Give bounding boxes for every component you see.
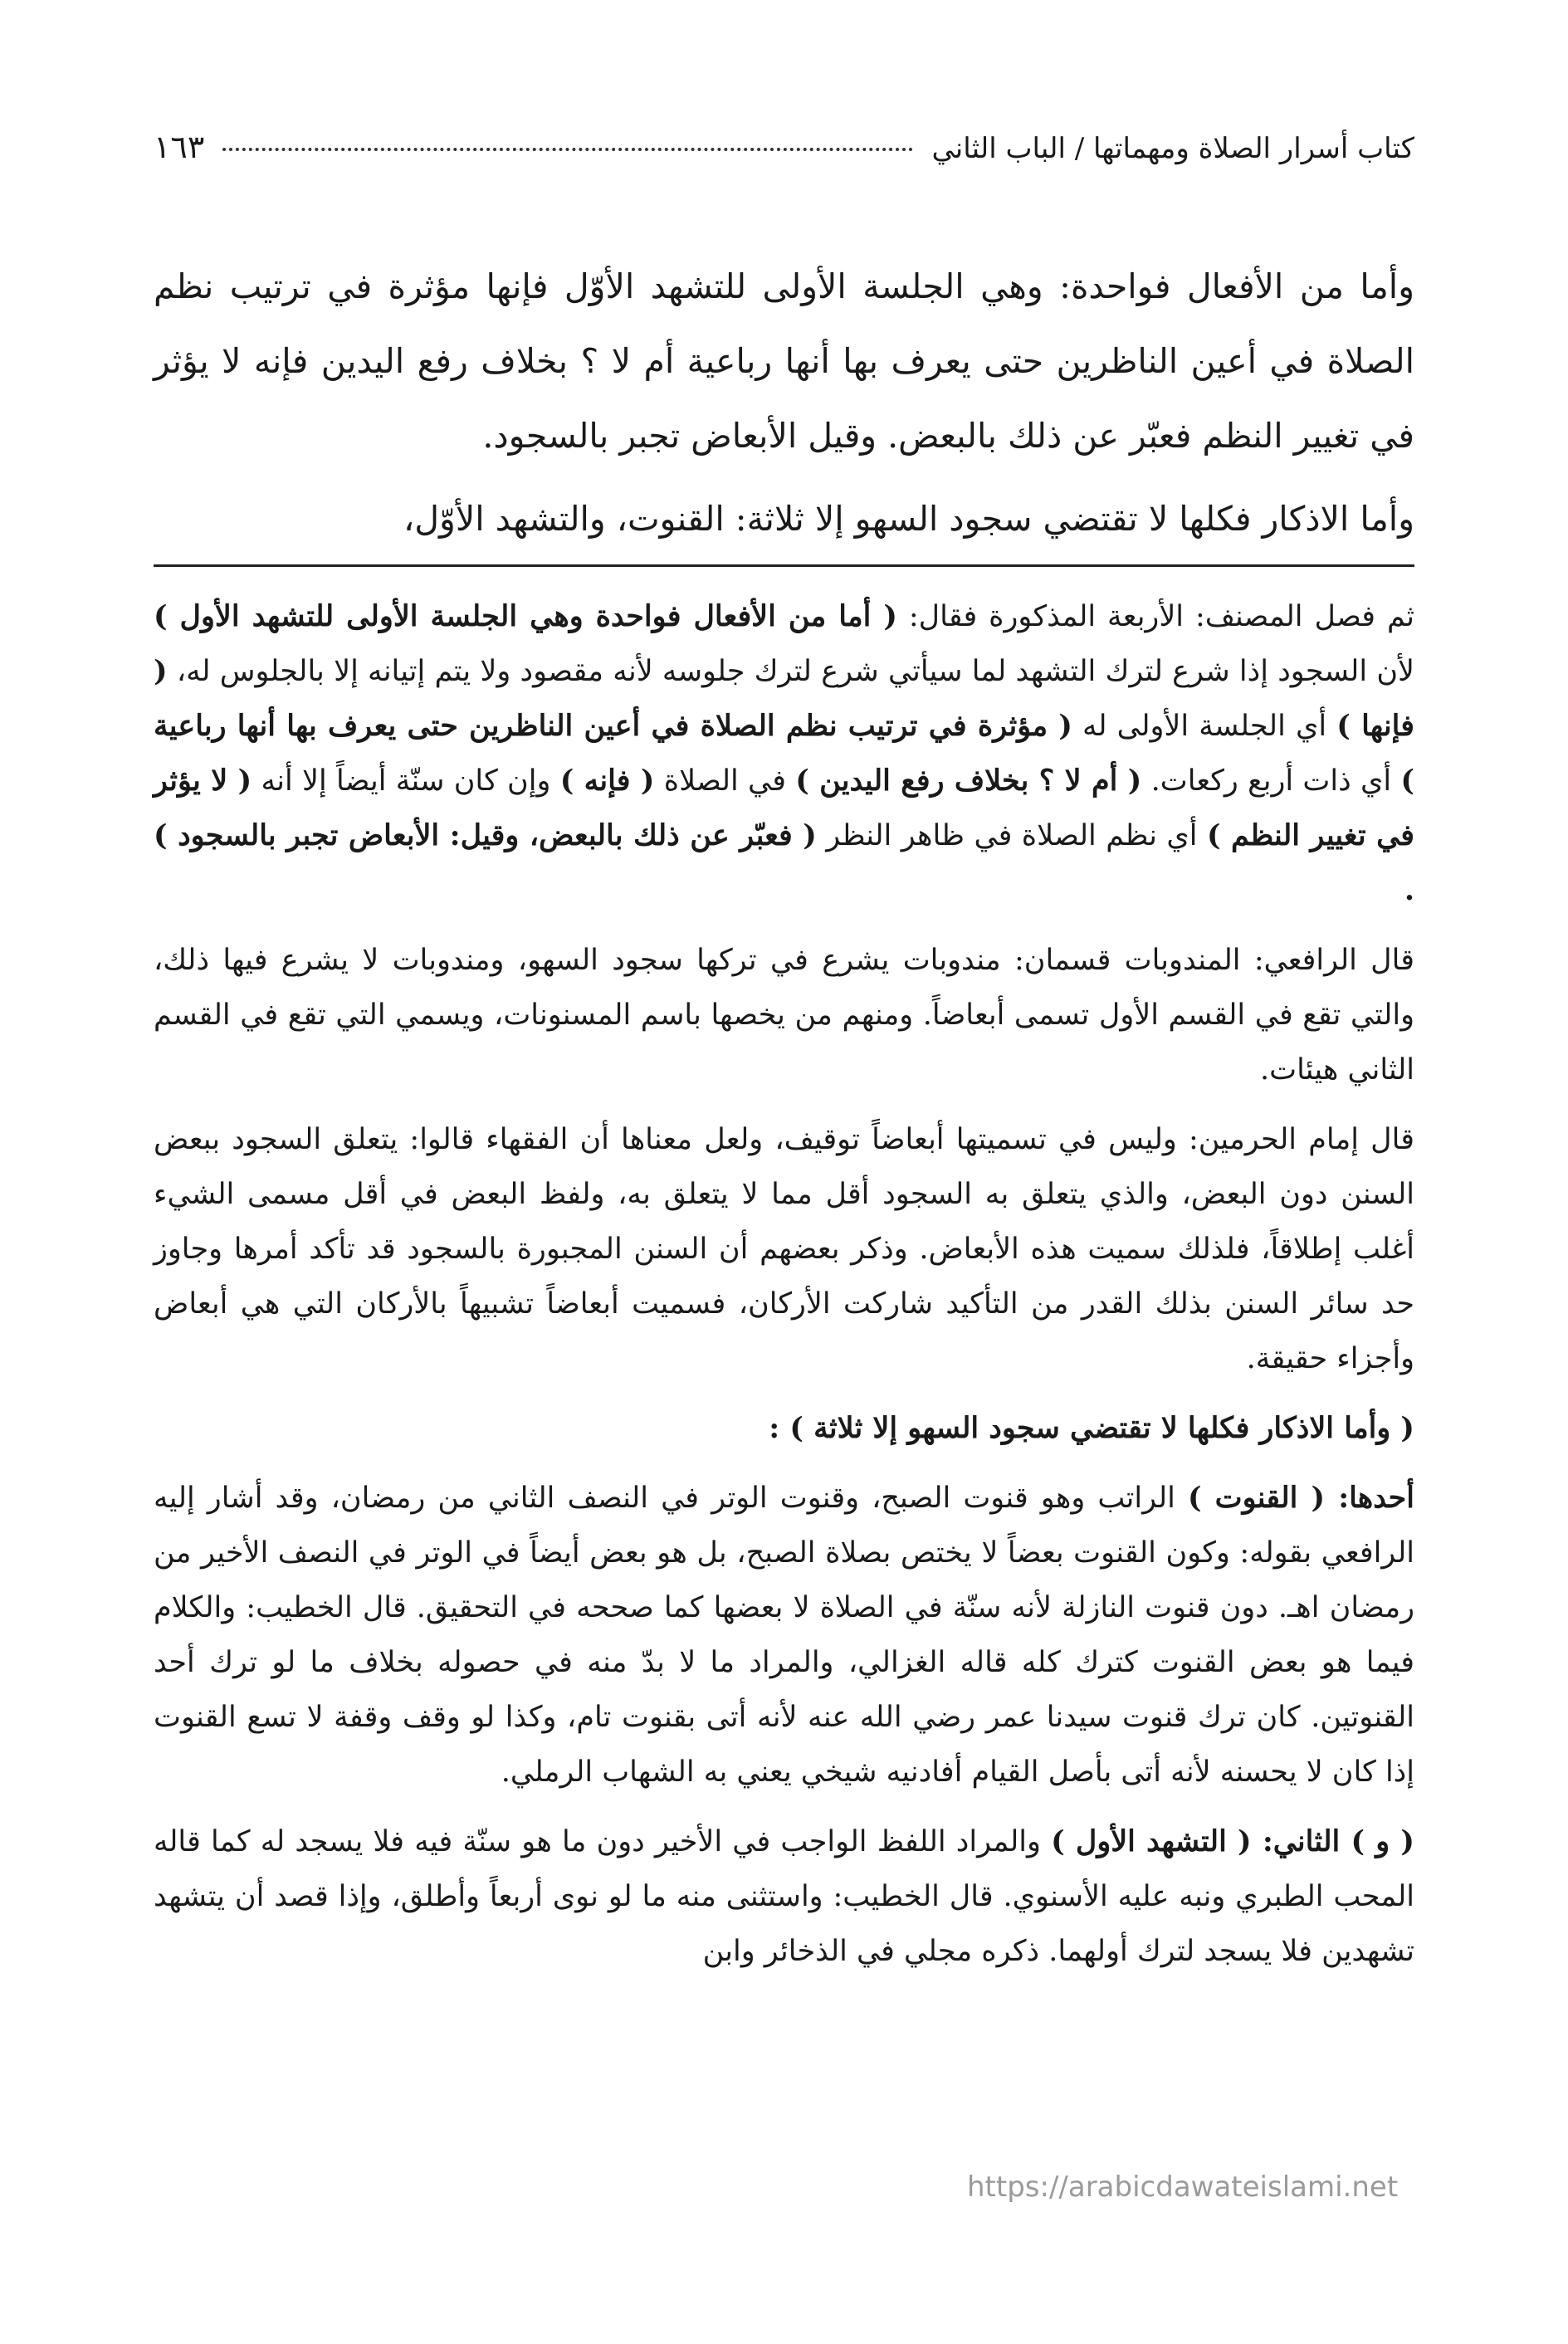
commentary (154, 589, 1414, 1994)
commentary-paragraph (154, 1471, 1414, 1800)
commentary-text: في الصلاة (654, 764, 796, 798)
matn-quote: أحدها: ( القنوت ) (1187, 1481, 1415, 1515)
commentary-text: أي الجلسة الأولى له (1072, 710, 1337, 743)
commentary-text: الراتب وهو قنوت الصبح، وقنوت الوتر في النصف الثاني من رمضان، وقد أشار إليه الرافعي بقوله: وكون القنوت بعضاً لا يختص بصلاة الصبح، بل هو بعض أيضاً في الوتر في النصف الأخير من رمضان اهـ. دون قنوت النازلة لأنه سنّة في الصلاة لا بعضها كما صححه في التحقيق. قال الخطيب: والكلام فيما هو بعض القنوت كترك كله قاله الغزالي، والمراد ما لا بدّ منه في حصوله بخلاف ما لو ترك أحد القنوتين. كان ترك قنوت سيدنا عمر رضي الله عنه لأنه أتى بقنوت تام، وكذا لو وقف وقفة لا تسع القنوت إذا كان لا يحسنه لأنه أتى بأصل القيام أفادنيه شيخي يعني به الشهاب الرملي. (154, 1482, 1414, 1789)
matn-quote: ( لا يؤثر في تغيير النظم ) (154, 764, 1414, 852)
commentary-text: والمراد اللفظ الواجب في الأخير دون ما هو سنّة فيه فلا يسجد له كما قاله المحب الطبري ونبه عليه الأسنوي. قال الخطيب: واستثنى منه ما لو نوى أربعاً وأطلق، وإذا قصد أن يتشهد تشهدين فلا يسجد لترك أولهما. ذكره مجلي في الذخائر وابن (154, 1825, 1414, 1968)
commentary-text: أي نظم الصلاة في ظاهر النظر (816, 819, 1207, 852)
commentary-paragraph: قال إمام الحرمين: وليس في تسميتها أبعاضاً توقيف، ولعل معناها أن الفقهاء قالوا: يتعلق السجود ببعض السنن دون البعض، والذي يتعلق به السجود أقل مما لا يتعلق به، ولفظ البعض في أقل مسمى الشيء أغلب إطلاقاً، فلذلك سميت هذه الأبعاض. وذكر بعضهم أن السنن المجبورة بالسجود قد تأكد أمرها وجاوز حد سائر السنن بذلك القدر من التأكيد شاركت الأركان، فسميت أبعاضاً تشبيهاً بالأركان التي هي أبعاض وأجزاء حقيقة. (154, 1123, 1414, 1375)
running-header (154, 129, 1414, 165)
commentary-text: لأن السجود إذا شرع لترك التشهد لما سيأتي شرع لترك جلوسه لأنه مقصود ولا يتم إتيانه إلا بالجلوس له، (167, 655, 1414, 688)
matn-quote: ( أما من الأفعال فواحدة وهي الجلسة الأولى للتشهد الأول ) (154, 599, 897, 633)
main-paragraph: وأما من الأفعال فواحدة: وهي الجلسة الأولى للتشهد الأوّل فإنها مؤثرة في ترتيب نظم الصلاة في أعين الناظرين حتى يعرف بها أنها رباعية أم لا ؟ بخلاف رفع اليدين فإنه لا يؤثر في تغيير النظم فعبّر عن ذلك بالبعض. وقيل الأبعاض تجبر بالسجود. (154, 266, 1414, 456)
matn-quote: ( مؤثرة في ترتيب نظم الصلاة في أعين الناظرين حتى يعرف بها أنها رباعية ) (154, 709, 1414, 798)
commentary-paragraph (154, 589, 1414, 918)
source-watermark: https://arabicdawateislami.net (967, 2171, 1399, 2204)
commentary-paragraph (154, 1814, 1414, 1979)
commentary-text: أي ذات أربع ركعات. (1141, 764, 1401, 798)
matn-quote: ( و ) الثاني: ( التشهد الأول ) (1051, 1824, 1414, 1858)
matn-quote: ( فإنه ) (559, 764, 655, 798)
header-title: كتاب أسرار الصلاة ومهماتها / الباب الثاني (931, 132, 1414, 165)
page-number: ١٦٣ (154, 129, 205, 165)
main-paragraph: وأما الاذكار فكلها لا تقتضي سجود السهو إلا ثلاثة: القنوت، والتشهد الأوّل، (403, 499, 1414, 539)
text-divider (154, 564, 1414, 567)
main-text (154, 249, 1414, 556)
commentary-paragraph: قال الرافعي: المندوبات قسمان: مندوبات يشرع في تركها سجود السهو، ومندوبات لا يشرع فيها ذلك، والتي تقع في القسم الأول تسمى أبعاضاً. ومنهم من يخصها باسم المسنونات، ويسمي التي تقع في القسم الثاني هيئات. (154, 944, 1414, 1087)
commentary-text: ثم فصل المصنف: الأربعة المذكورة فقال: (896, 600, 1414, 633)
commentary-text: وإن كان سنّة أيضاً إلا أنه (252, 764, 560, 798)
matn-quote: ( فإنها ) (154, 654, 1415, 743)
matn-quote: ( أم لا ؟ بخلاف رفع اليدين ) (795, 764, 1142, 798)
header-dot-leader (222, 148, 913, 151)
matn-heading: ( وأما الاذكار فكلها لا تقتضي سجود السهو إلا ثلاثة ) : (769, 1411, 1414, 1445)
matn-quote: ( فعبّر عن ذلك بالبعض، وقيل: الأبعاض تجبر بالسجود ) . (154, 818, 1414, 907)
